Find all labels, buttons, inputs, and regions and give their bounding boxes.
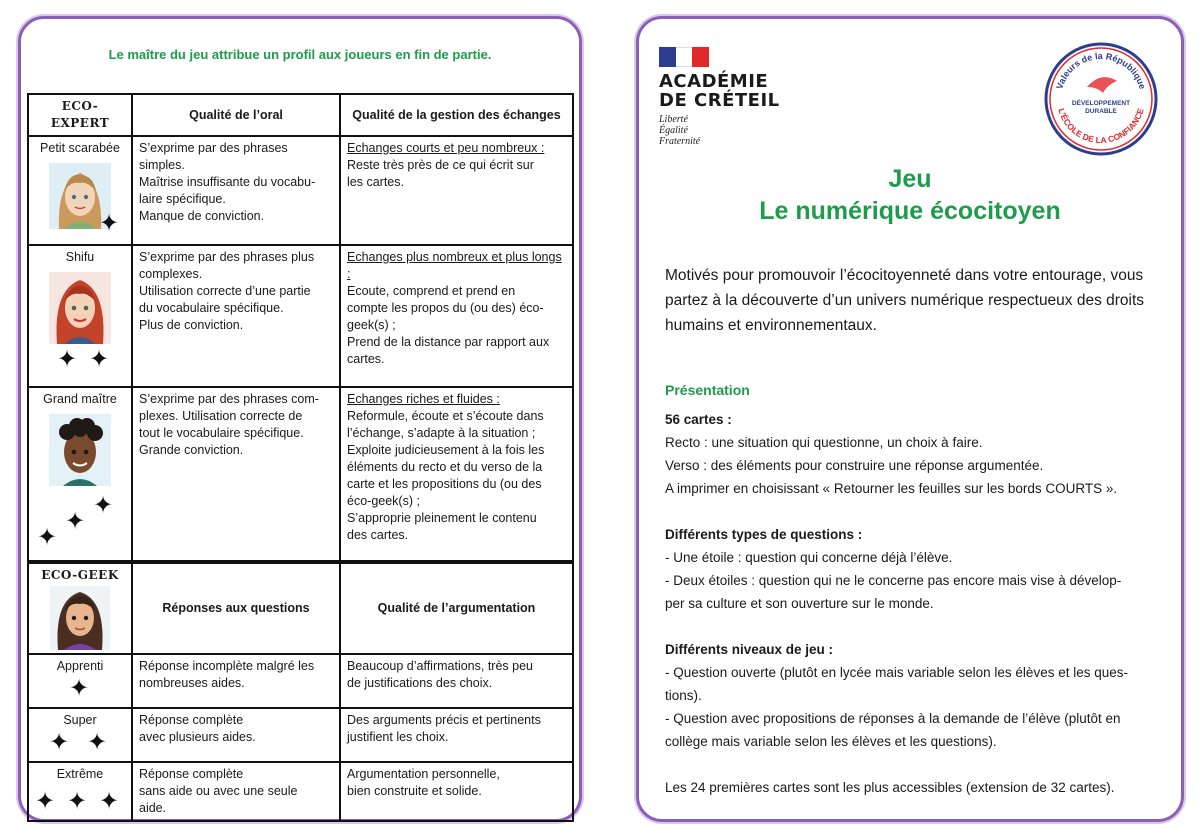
presentation-heading: Présentation <box>665 382 750 398</box>
profile-name: Extrême <box>56 767 104 781</box>
types-line: per sa culture et son ouverture sur le monde. <box>665 596 934 611</box>
french-flag-icon <box>659 47 709 67</box>
header-reponses: Réponses aux questions <box>132 563 340 654</box>
reponses-cell: Réponse complète sans aide ou avec une seule aide. <box>132 762 340 821</box>
left-panel <box>18 16 582 822</box>
profile-extreme <box>28 762 132 821</box>
avatar-redhead-icon <box>49 272 111 344</box>
profile-name: Grand maître <box>43 392 117 406</box>
profile-intro: Le maître du jeu attribue un profil aux joueurs en fin de partie. <box>108 47 492 62</box>
star-rating-3 <box>29 492 131 556</box>
star-icon: ✦ <box>87 729 108 756</box>
republic-motto: Liberté Égalité Fraternité <box>659 114 701 147</box>
star-icon: ✦ <box>49 729 70 756</box>
star-rating-1 <box>29 200 131 240</box>
star-icon: ✦ <box>99 210 120 237</box>
star-icon: ✦ <box>57 346 78 373</box>
profile-name: Shifu <box>65 250 95 264</box>
star-icon: ✦ <box>99 788 120 815</box>
reponses-cell: Réponse incomplète malgré les nombreuses aides. <box>132 654 340 708</box>
star-icon: ✦ <box>67 788 88 815</box>
eco-geek-brand: ECO-GEEK <box>28 563 132 654</box>
eco-expert-brand: ECO-EXPERT <box>28 94 132 136</box>
profile-grand-maitre <box>28 387 132 561</box>
cards-line: Verso : des éléments pour construire une réponse argumentée. <box>665 458 1044 473</box>
table-row <box>28 387 573 561</box>
profile-super <box>28 708 132 762</box>
levels-line: tions). <box>665 688 702 703</box>
types-heading: Différents types de questions : <box>665 527 863 542</box>
star-icon: ✦ <box>37 524 58 551</box>
argumentation-cell: Beaucoup d’affirmations, très peu de justifications des choix. <box>340 654 573 708</box>
argumentation-cell: Argumentation personnelle, bien construite et solide. <box>340 762 573 821</box>
header-oral: Qualité de l’oral <box>132 94 340 136</box>
table-row <box>28 762 573 821</box>
avatar-geek-icon <box>50 586 110 650</box>
cards-line: A imprimer en choisissant « Retourner les feuilles sur les bords COURTS ». <box>665 481 1118 496</box>
header-argumentation: Qualité de l’argumentation <box>340 563 573 654</box>
profile-shifu <box>28 245 132 387</box>
table-row <box>28 708 573 762</box>
eco-geek-table <box>27 562 574 822</box>
seal-center-2: DURABLE <box>1085 108 1117 115</box>
star-rating-2 <box>29 731 131 759</box>
profile-name: Apprenti <box>56 659 104 673</box>
eco-expert-table <box>27 93 574 562</box>
right-panel <box>636 16 1184 822</box>
game-title: Jeu Le numérique écocitoyen <box>759 165 1061 225</box>
oral-cell: S’exprime par des phrases com- plexes. Utilisation correcte de tout le vocabulaire spécifique. Grande conviction. <box>132 387 340 561</box>
table-row <box>28 136 573 245</box>
gestion-cell: Echanges riches et fluides : Reformule, écoute et s’écoute dans l’échange, s’adapte à la situation ; Exploite judicieusement à la fois les éléments du recto et du verso de la carte et les propositions du (ou des éco-geek(s) ; S’approprie pleinement le contenu des cartes. <box>340 387 573 561</box>
star-icon: ✦ <box>93 492 114 519</box>
cards-heading: 56 cartes : <box>665 412 732 427</box>
gestion-cell: Echanges plus nombreux et plus longs : Ecoute, comprend et prend en compte les propos du (ou des) éco- geek(s) ; Prend de la distance par rapport aux cartes. <box>340 245 573 387</box>
cards-line: Recto : une situation qui questionne, un choix à faire. <box>665 435 983 450</box>
header-gestion: Qualité de la gestion des échanges <box>340 94 573 136</box>
seal-center-1: DÉVELOPPEMENT <box>1071 100 1131 107</box>
levels-line: - Question avec propositions de réponses à la demande de l’élève (plutôt en <box>665 711 1121 726</box>
star-rating-1 <box>29 677 131 705</box>
seal-top-text: Valeurs de la République <box>1054 50 1148 91</box>
reponses-cell: Réponse complète avec plusieurs aides. <box>132 708 340 762</box>
seal-bottom-text: L’ÉCOLE DE LA CONFIANCE <box>1056 107 1146 146</box>
presentation-section <box>665 379 1165 799</box>
profile-name: Petit scarabée <box>40 141 120 155</box>
table-row <box>28 245 573 387</box>
types-line: - Deux étoiles : question qui ne le concerne pas encore mais vise à dévelop- <box>665 573 1122 588</box>
star-rating-2 <box>29 342 131 382</box>
academy-name: ACADÉMIE DE CRÉTEIL <box>659 71 780 111</box>
star-icon: ✦ <box>69 675 90 702</box>
levels-line: collège mais variable selon les élèves et les questions). <box>665 734 997 749</box>
footer-note: Les 24 premières cartes sont les plus accessibles (extension de 32 cartes). <box>665 780 1115 795</box>
star-rating-3 <box>29 790 131 818</box>
levels-heading: Différents niveaux de jeu : <box>665 642 834 657</box>
gestion-cell: Echanges courts et peu nombreux : Reste très près de ce qui écrit sur les cartes. <box>340 136 573 245</box>
developpement-durable-seal-icon <box>1043 41 1159 157</box>
types-line: - Une étoile : question qui concerne déjà l’élève. <box>665 550 953 565</box>
intro-paragraph: Motivés pour promouvoir l’écocitoyenneté dans votre entourage, vous partez à la découverte d’un univers numérique respectueux des droits humains et environnementaux. <box>665 267 1145 334</box>
star-icon: ✦ <box>35 788 56 815</box>
profile-name: Super <box>63 713 97 727</box>
levels-line: - Question ouverte (plutôt en lycée mais variable selon les élèves et les ques- <box>665 665 1128 680</box>
profile-apprenti <box>28 654 132 708</box>
star-icon: ✦ <box>89 346 110 373</box>
argumentation-cell: Des arguments précis et pertinents justifient les choix. <box>340 708 573 762</box>
table-row <box>28 654 573 708</box>
academy-logo <box>659 47 780 147</box>
avatar-curly-hair-icon <box>49 414 111 486</box>
star-icon: ✦ <box>65 508 86 535</box>
profile-petit-scarabee <box>28 136 132 245</box>
oral-cell: S’exprime par des phrases plus complexes. Utilisation correcte d’une partie du vocabulaire spécifique. Plus de conviction. <box>132 245 340 387</box>
oral-cell: S’exprime par des phrases simples. Maîtrise insuffisante du vocabu- laire spécifique. Manque de conviction. <box>132 136 340 245</box>
